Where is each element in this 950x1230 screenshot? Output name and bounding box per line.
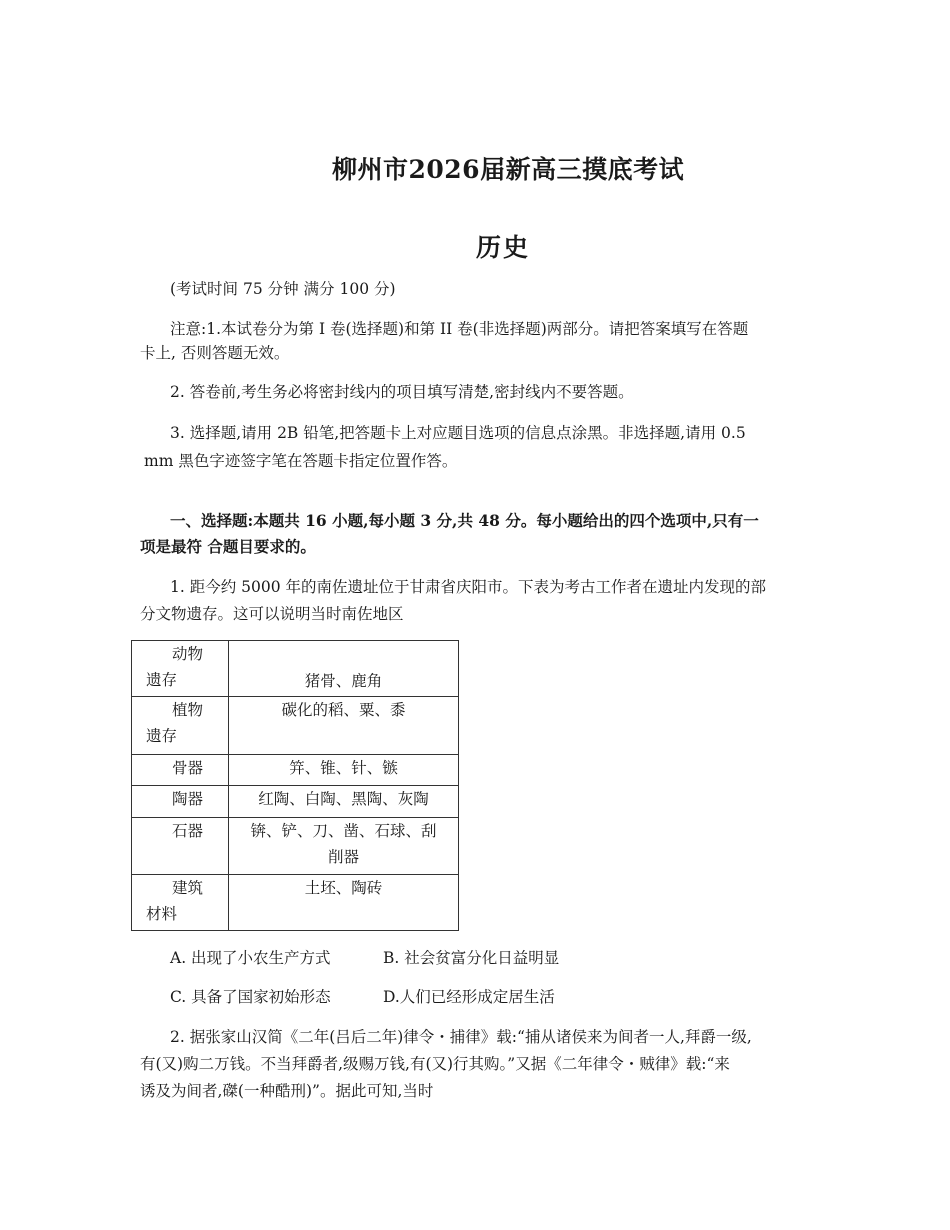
note-2: 2. 答卷前,考生务必将密封线内的项目填写清楚,密封线内不要答题。 <box>170 383 634 401</box>
table-cell-category: 动物 遗存 <box>132 641 229 697</box>
table-cell-items: 红陶、白陶、黑陶、灰陶 <box>229 786 459 818</box>
table-row <box>132 641 459 697</box>
table-row <box>132 786 459 818</box>
section-1-heading-line-1: 一、选择题:本题共 16 小题,每小题 3 分,共 48 分。每小题给出的四个选项中,只有一 <box>170 511 759 530</box>
note-1-line-1: 注意:1.本试卷分为第 I 卷(选择题)和第 II 卷(非选择题)两部分。请把答案填写在答题 <box>170 320 749 338</box>
table-cell-category: 陶器 <box>132 786 229 818</box>
exam-info: (考试时间 75 分钟 满分 100 分) <box>170 280 396 298</box>
option-d[interactable]: D.人们已经形成定居生活 <box>383 988 555 1006</box>
table-cell-category: 骨器 <box>132 755 229 786</box>
exam-title: 柳州市2026届新高三摸底考试 <box>332 155 685 184</box>
note-3-line-1: 3. 选择题,请用 2B 铅笔,把答题卡上对应题目选项的信息点涂黑。非选择题,请用 0.5 <box>170 424 746 442</box>
table-cell-category: 植物 遗存 <box>132 697 229 755</box>
table-cell-items: 锛、铲、刀、凿、石球、刮 削器 <box>229 818 459 875</box>
option-c[interactable]: C. 具备了国家初始形态 <box>170 988 331 1006</box>
table-row <box>132 875 459 931</box>
question-2-line-3: 诱及为间者,磔(一种酷刑)”。据此可知,当时 <box>140 1082 434 1100</box>
table-row <box>132 755 459 786</box>
table-cell-items: 猪骨、鹿角 <box>229 641 459 697</box>
subject-title: 历史 <box>476 233 531 262</box>
option-b[interactable]: B. 社会贫富分化日益明显 <box>383 949 560 967</box>
relics-table <box>131 640 459 931</box>
question-2-line-2: 有(又)购二万钱。不当拜爵者,级赐万钱,有(又)行其购。”又据《二年律令・贼律》载:“来 <box>140 1055 730 1073</box>
question-2-line-1: 2. 据张家山汉简《二年(吕后二年)律令・捕律》载:“捕从诸侯来为间者一人,拜爵一级, <box>170 1028 752 1046</box>
table-row <box>132 697 459 755</box>
question-1-stem-line-2: 分文物遗存。这可以说明当时南佐地区 <box>140 605 404 623</box>
table-cell-items: 土坯、陶砖 <box>229 875 459 931</box>
question-1-stem-line-1: 1. 距今约 5000 年的南佐遗址位于甘肃省庆阳市。下表为考古工作者在遗址内发现的部 <box>170 578 767 596</box>
note-1-line-2: 卡上, 否则答题无效。 <box>140 344 290 362</box>
table-row <box>132 818 459 875</box>
note-3-line-2: mm 黑色字迹签字笔在答题卡指定位置作答。 <box>144 452 458 470</box>
table-cell-items: 笄、锥、针、镞 <box>229 755 459 786</box>
table-cell-items: 碳化的稻、粟、黍 <box>229 697 459 755</box>
table-cell-category: 建筑 材料 <box>132 875 229 931</box>
section-1-heading-line-2: 项是最符 合题目要求的。 <box>140 537 316 556</box>
table-cell-category: 石器 <box>132 818 229 875</box>
option-a[interactable]: A. 出现了小农生产方式 <box>170 949 331 967</box>
